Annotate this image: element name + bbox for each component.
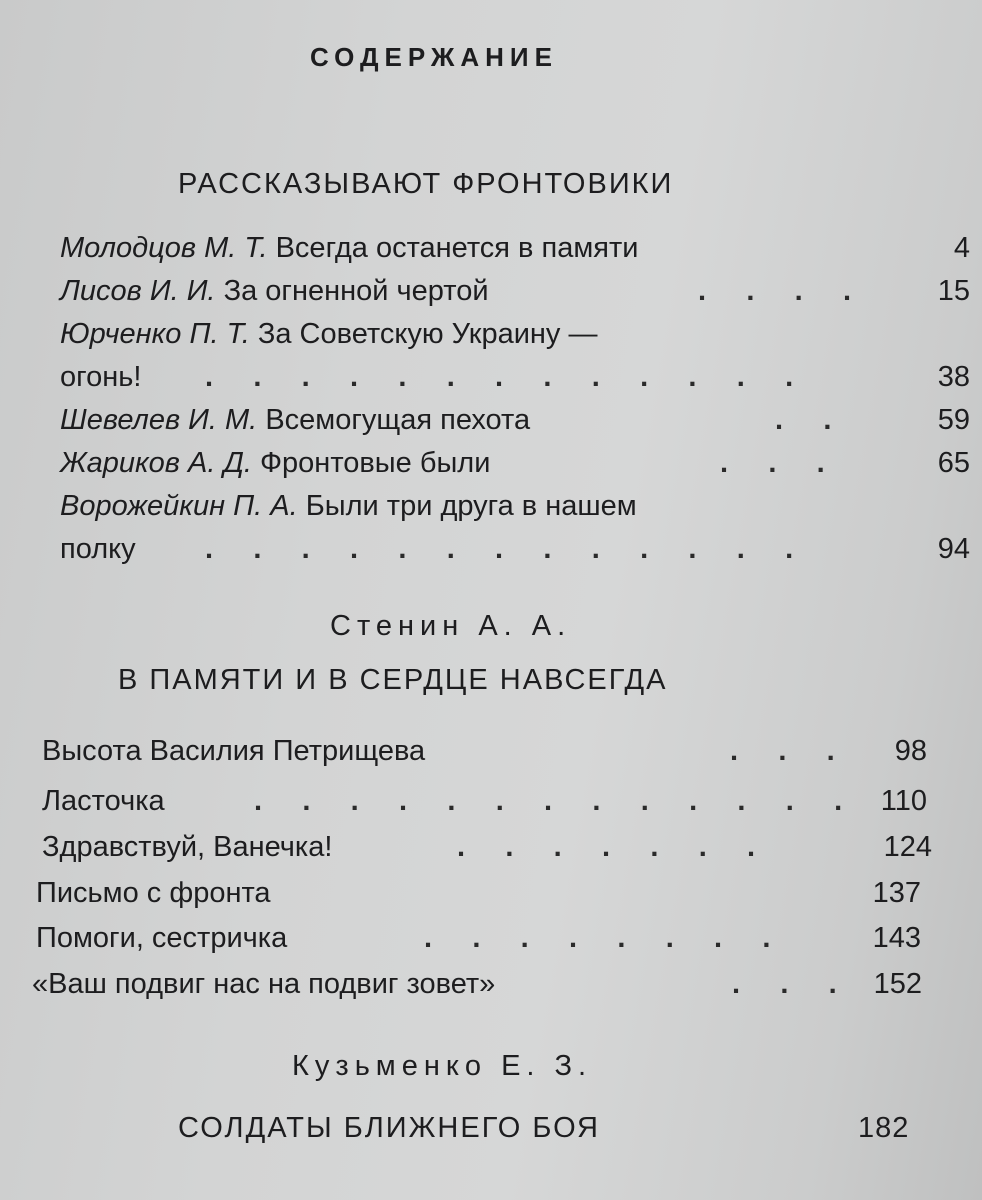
entry-page-number: 124 [883, 831, 932, 863]
section-title-soldaty: СОЛДАТЫ БЛИЖНЕГО БОЯ [178, 1112, 600, 1144]
entry-title: Помоги, сестричка [36, 922, 288, 954]
dot-leader: . . . . . . . . . . . . . [254, 785, 843, 817]
entry-author: Ворожейкин П. А. [60, 490, 298, 522]
dot-leader: . . . . . . . [457, 831, 756, 863]
entry-page-number: 15 [937, 275, 970, 307]
entry-page-number: 94 [937, 533, 970, 565]
toc-entry [42, 781, 932, 821]
section-author-kuzmenko: Кузьменко Е. З. [292, 1050, 593, 1082]
toc-entry [36, 873, 926, 913]
entry-title: Были три друга в нашем [305, 490, 637, 522]
entry-title: Письмо с фронта [36, 877, 271, 909]
section-author-stenin: Стенин А. А. [330, 610, 572, 642]
toc-entry-continuation [60, 529, 970, 569]
toc-entry [42, 827, 932, 867]
toc-entry [36, 918, 926, 958]
dot-leader: . . . . . . . . [424, 922, 771, 954]
entry-title: Фронтовые были [260, 447, 491, 479]
dot-leader: . . . . [698, 275, 852, 307]
entry-page-number: 110 [880, 785, 927, 817]
toc-entry [60, 314, 920, 354]
dot-leader: . . . . . . . . . . . . . [205, 361, 794, 393]
entry-title-continuation: полку [60, 533, 136, 565]
toc-entry [60, 486, 920, 526]
dot-leader: . . . . . . . . . . . . . [205, 533, 794, 565]
entry-title-continuation: огонь! [60, 361, 142, 393]
entry-page-number: 137 [872, 877, 921, 909]
dot-leader: . . [775, 404, 832, 436]
section-page-number: 182 [858, 1112, 910, 1144]
table-of-contents-title: СОДЕРЖАНИЕ [310, 42, 558, 72]
dot-leader: . . . [732, 968, 837, 1000]
entry-page-number: 143 [872, 922, 921, 954]
entry-page-number: 38 [937, 361, 970, 393]
entry-title: За огненной чертой [223, 275, 489, 307]
entry-page-number: 98 [894, 735, 927, 767]
entry-title: Всегда останется в памяти [275, 232, 639, 264]
entry-title: Здравствуй, Ванечка! [42, 831, 333, 863]
entry-page-number: 65 [937, 447, 970, 479]
entry-title: «Ваш подвиг нас на подвиг зовет» [32, 968, 496, 1000]
entry-title: За Советскую Украину — [257, 318, 598, 350]
entry-title: Высота Василия Петрищева [42, 735, 426, 767]
toc-entry [42, 731, 932, 771]
section-title-pamyati: В ПАМЯТИ И В СЕРДЦЕ НАВСЕГДА [118, 664, 668, 696]
entry-author: Жариков А. Д. [60, 447, 252, 479]
toc-entry [60, 443, 970, 483]
entry-page-number: 4 [953, 232, 970, 264]
entry-author: Юрченко П. Т. [60, 318, 250, 350]
toc-entry-continuation [60, 357, 970, 397]
toc-entry [60, 400, 970, 440]
dot-leader: . . . [730, 735, 835, 767]
entry-page-number: 59 [937, 404, 970, 436]
entry-author: Лисов И. И. [60, 275, 216, 307]
toc-entry [32, 964, 927, 1004]
toc-entry [60, 271, 970, 311]
section-title-frontoviki: РАССКАЗЫВАЮТ ФРОНТОВИКИ [178, 168, 674, 200]
toc-entry [60, 228, 970, 268]
entry-title: Всемогущая пехота [265, 404, 531, 436]
entry-author: Молодцов М. Т. [60, 232, 268, 264]
entry-page-number: 152 [873, 968, 922, 1000]
entry-title: Ласточка [42, 785, 165, 817]
entry-author: Шевелев И. М. [60, 404, 258, 436]
dot-leader: . . . [720, 447, 825, 479]
